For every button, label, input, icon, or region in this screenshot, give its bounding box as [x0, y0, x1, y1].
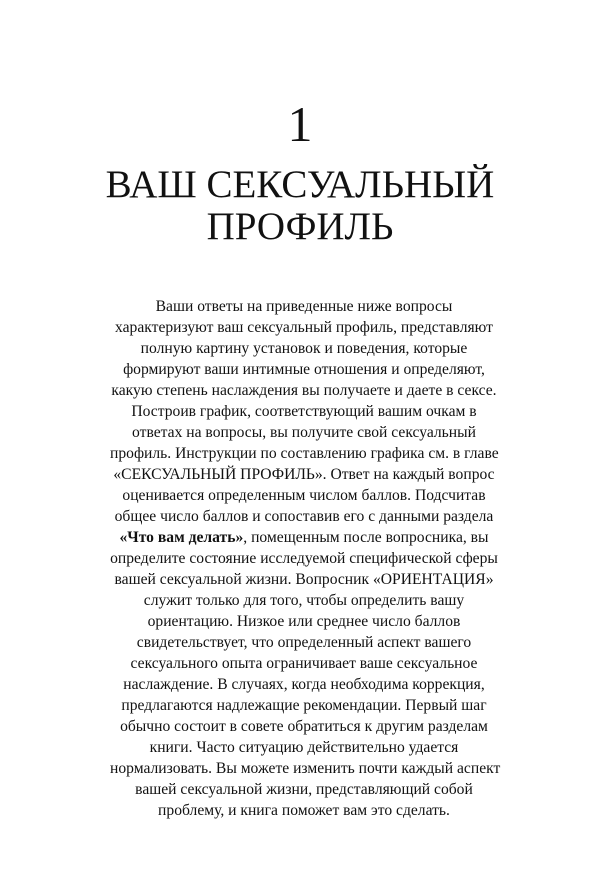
chapter-number: 1 — [287, 96, 313, 152]
text-line: ответах на вопросы, вы получите свой сексуальный — [132, 424, 476, 441]
text-line: определите состояние исследуемой специфической сферы — [110, 550, 498, 567]
text-line: проблему, и книга поможет вам это сделать. — [158, 802, 450, 819]
section-reference-bold: «Что вам делать» — [119, 529, 244, 546]
text-line: служит только для того, чтобы определить вашу — [143, 592, 465, 609]
chapter-title — [0, 164, 600, 248]
text-line: свидетельствует, что определенный аспект вашего — [136, 634, 472, 651]
text-line: оценивается определенным числом баллов. Подсчитав — [122, 487, 486, 504]
text-line: профиль. Инструкции по составлению графика см. в главе — [110, 445, 499, 462]
text-line: Ваши ответы на приведенные ниже вопросы — [155, 298, 453, 315]
text-line: книги. Часто ситуацию действительно удается — [149, 739, 459, 756]
text-line: формируют ваши интимные отношения и определяют, — [123, 361, 485, 378]
text-line: общее число баллов и сопоставив его с данными раздела — [114, 508, 494, 525]
text-line: «СЕКСУАЛЬНЫЙ ПРОФИЛЬ». Ответ на каждый вопрос — [113, 466, 495, 483]
text-line: ориентацию. Низкое или среднее число баллов — [147, 613, 461, 630]
text-line: Построив график, соответствующий вашим очкам в — [131, 403, 477, 420]
text-line: обычно состоит в совете обратиться к другим разделам — [120, 718, 488, 735]
text-line: сексуального опыта ограничивает ваше сексуальное — [130, 655, 478, 672]
text-line: вашей сексуальной жизни, представляющий собой — [135, 781, 473, 798]
chapter-title-line: ПРОФИЛЬ — [206, 205, 394, 248]
text-line: предлагаются надлежащие рекомендации. Первый шаг — [121, 697, 487, 714]
text-line: вашей сексуальной жизни. Вопросник «ОРИЕНТАЦИЯ» — [114, 571, 494, 588]
text-line: какую степень наслаждения вы получаете и даете в сексе. — [111, 382, 497, 399]
text-line: наслаждение. В случаях, когда необходима коррекция, — [123, 676, 485, 693]
chapter-title-line: ВАШ СЕКСУАЛЬНЫЙ — [105, 163, 495, 206]
text-line: нормализовать. Вы можете изменить почти каждый аспект — [110, 760, 501, 777]
text-line: полную картину установок и поведения, которые — [140, 340, 468, 357]
body-paragraph — [110, 296, 501, 821]
text-line: характеризуют ваш сексуальный профиль, представляют — [115, 319, 493, 336]
text-line: «Что вам делать», помещенным после вопросника, вы — [119, 529, 489, 546]
